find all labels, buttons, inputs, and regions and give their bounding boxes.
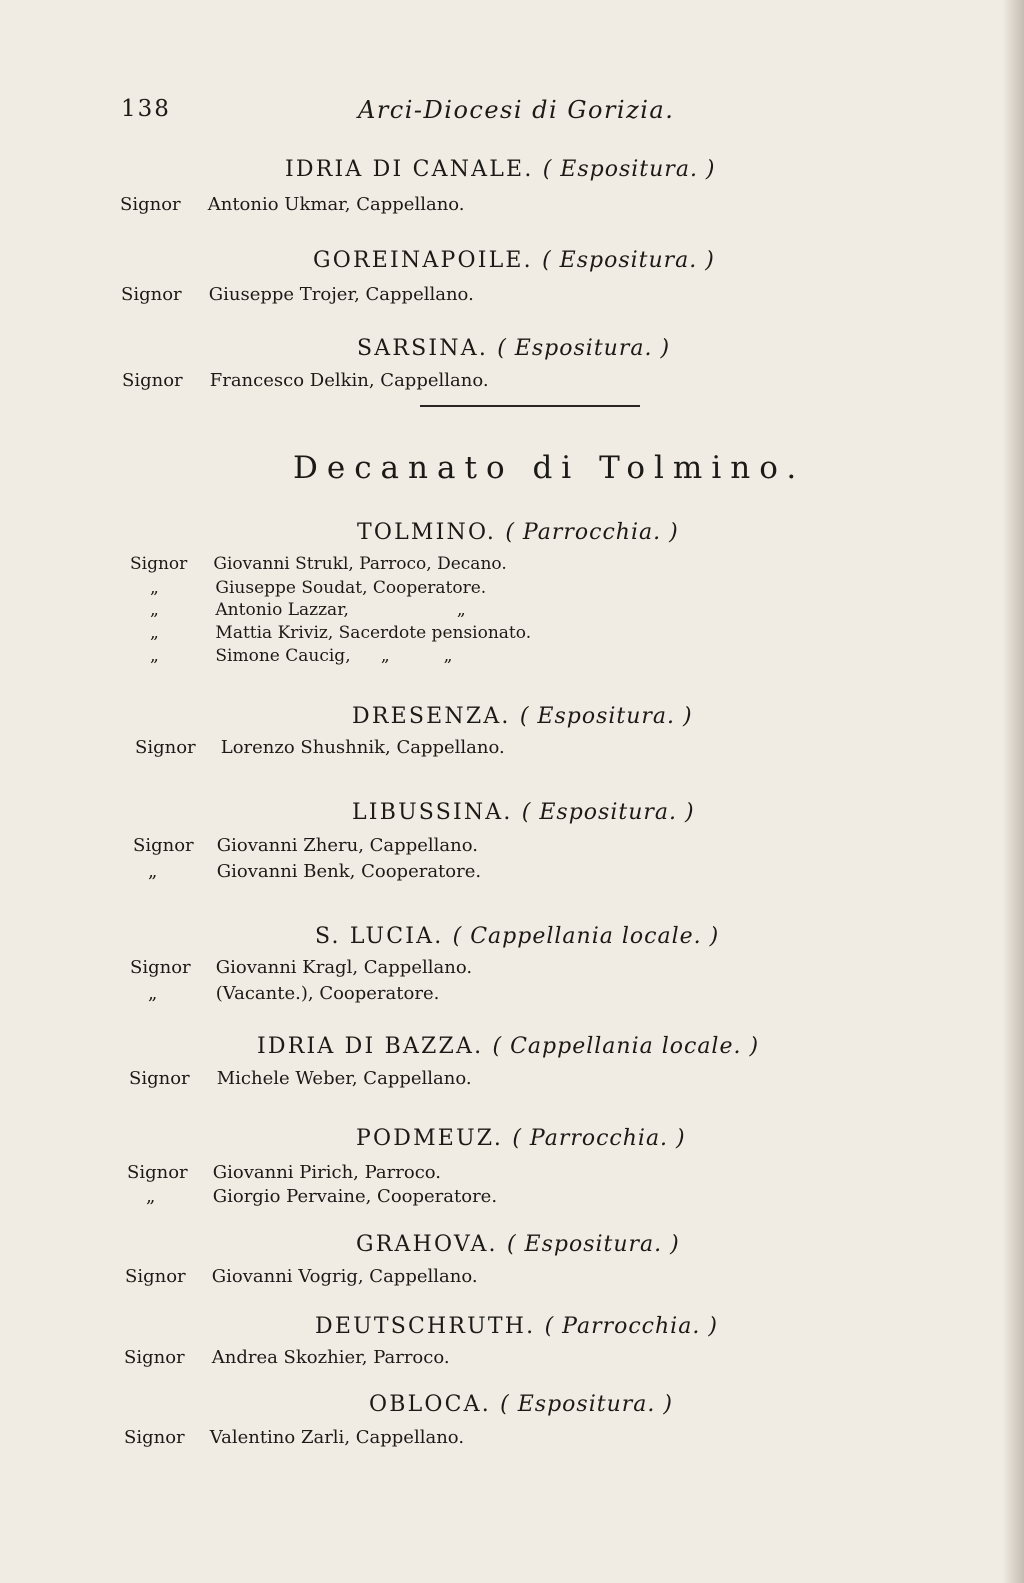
page-edge-shadow: [1002, 0, 1024, 1583]
section-heading: [356, 1232, 680, 1257]
section-heading: [356, 1126, 686, 1151]
ditto-mark: „: [150, 623, 159, 643]
entry-text: Giovanni Pirich, Parroco.: [212, 1162, 442, 1183]
ditto-mark: „: [150, 600, 159, 620]
running-head: Arci-Diocesi di Gorizia.: [358, 96, 675, 124]
entry-prefix: Signor: [135, 737, 196, 758]
section-heading: [352, 704, 693, 729]
clergy-entry: [150, 646, 452, 666]
clergy-entry: [146, 1186, 497, 1207]
section-heading: [357, 520, 679, 545]
entry-prefix: Signor: [122, 370, 183, 391]
clergy-entry: [120, 194, 465, 215]
entry-prefix: Signor: [133, 835, 194, 856]
entry-prefix: Signor: [130, 554, 188, 574]
place-name: GRAHOVA.: [356, 1232, 498, 1257]
entry-text: Giovanni Kragl, Cappellano.: [215, 957, 473, 978]
place-name: DRESENZA.: [352, 704, 511, 729]
institution-kind: ( Espositura. ): [542, 157, 716, 182]
institution-kind: ( Parrocchia. ): [544, 1314, 718, 1339]
page-number: 138: [121, 96, 171, 122]
clergy-entry: [127, 1162, 441, 1183]
clergy-entry: [150, 623, 531, 643]
entry-text: Giuseppe Trojer, Cappellano.: [208, 284, 474, 305]
ditto-mark: „: [150, 578, 159, 598]
ditto-mark: „: [146, 1186, 156, 1207]
clergy-entry: [135, 737, 505, 758]
institution-kind: ( Cappellania locale. ): [452, 924, 720, 949]
section-heading: [315, 1314, 718, 1339]
entry-prefix: Signor: [127, 1162, 188, 1183]
entry-text: Giovanni Zheru, Cappellano.: [216, 835, 478, 856]
ditto-mark: „: [150, 646, 159, 666]
entry-text: Antonio Lazzar,: [215, 600, 349, 620]
clergy-entry: [124, 1347, 450, 1368]
section-heading: [285, 157, 716, 182]
clergy-entry: [129, 1068, 472, 1089]
clergy-entry: [133, 835, 478, 856]
section-heading: [313, 248, 715, 273]
place-name: SARSINA.: [357, 336, 489, 361]
clergy-entry: [148, 861, 481, 882]
place-name: DEUTSCHRUTH.: [315, 1314, 536, 1339]
institution-kind: ( Espositura. ): [500, 1392, 673, 1417]
place-name: GOREINAPOILE.: [313, 248, 533, 273]
place-name: TOLMINO.: [357, 520, 497, 545]
clergy-entry: [150, 578, 486, 598]
place-name: OBLOCA.: [369, 1392, 491, 1417]
institution-kind: ( Espositura. ): [506, 1232, 680, 1257]
section-heading: [369, 1392, 673, 1417]
entry-prefix: Signor: [120, 194, 181, 215]
clergy-entry: [122, 370, 489, 391]
place-name: PODMEUZ.: [356, 1126, 504, 1151]
place-name: S. LUCIA.: [315, 924, 444, 949]
entry-text: Mattia Kriviz, Sacerdote pensionato.: [215, 623, 532, 643]
place-name: IDRIA DI BAZZA.: [257, 1034, 484, 1059]
institution-kind: ( Parrocchia. ): [505, 520, 679, 545]
institution-kind: ( Espositura. ): [542, 248, 715, 273]
ditto-mark: „: [148, 983, 158, 1004]
entry-text: Antonio Ukmar, Cappellano.: [207, 194, 465, 215]
clergy-entry: [130, 554, 507, 574]
institution-kind: ( Cappellania locale. ): [492, 1034, 760, 1059]
entry-prefix: Signor: [124, 1427, 185, 1448]
entry-prefix: Signor: [130, 957, 191, 978]
entry-text: Giovanni Benk, Cooperatore.: [216, 861, 482, 882]
clergy-entry: [121, 284, 474, 305]
clergy-entry: [125, 1266, 478, 1287]
entry-ditto: „ „: [380, 646, 453, 666]
clergy-entry: [148, 983, 439, 1004]
entry-text: Michele Weber, Cappellano.: [216, 1068, 472, 1089]
institution-kind: ( Espositura. ): [519, 704, 693, 729]
decanato-title: Decanato di Tolmino.: [293, 450, 806, 486]
section-heading: [315, 924, 719, 949]
clergy-entry: [124, 1427, 464, 1448]
entry-text: Lorenzo Shushnik, Cappellano.: [220, 737, 505, 758]
entry-prefix: Signor: [124, 1347, 185, 1368]
place-name: IDRIA DI CANALE.: [285, 157, 534, 182]
institution-kind: ( Parrocchia. ): [512, 1126, 686, 1151]
entry-prefix: Signor: [129, 1068, 190, 1089]
entry-text: (Vacante.), Cooperatore.: [215, 983, 440, 1004]
section-heading: [357, 336, 670, 361]
place-name: LIBUSSINA.: [352, 800, 513, 825]
clergy-entry: [150, 600, 466, 620]
entry-text: Andrea Skozhier, Parroco.: [211, 1347, 450, 1368]
entry-ditto: „: [456, 600, 466, 620]
entry-text: Giorgio Pervaine, Cooperatore.: [212, 1186, 498, 1207]
entry-text: Giovanni Strukl, Parroco, Decano.: [213, 554, 507, 574]
section-heading: [352, 800, 695, 825]
clergy-entry: [130, 957, 472, 978]
institution-kind: ( Espositura. ): [497, 336, 671, 361]
entry-text: Simone Caucig,: [215, 646, 351, 666]
ditto-mark: „: [148, 861, 158, 882]
entry-text: Valentino Zarli, Cappellano.: [209, 1427, 465, 1448]
entry-text: Giovanni Vogrig, Cappellano.: [211, 1266, 478, 1287]
entry-text: Giuseppe Soudat, Cooperatore.: [215, 578, 487, 598]
entry-prefix: Signor: [125, 1266, 186, 1287]
section-heading: [257, 1034, 759, 1059]
section-rule: [420, 405, 640, 407]
entry-prefix: Signor: [121, 284, 182, 305]
institution-kind: ( Espositura. ): [521, 800, 695, 825]
entry-text: Francesco Delkin, Cappellano.: [209, 370, 489, 391]
